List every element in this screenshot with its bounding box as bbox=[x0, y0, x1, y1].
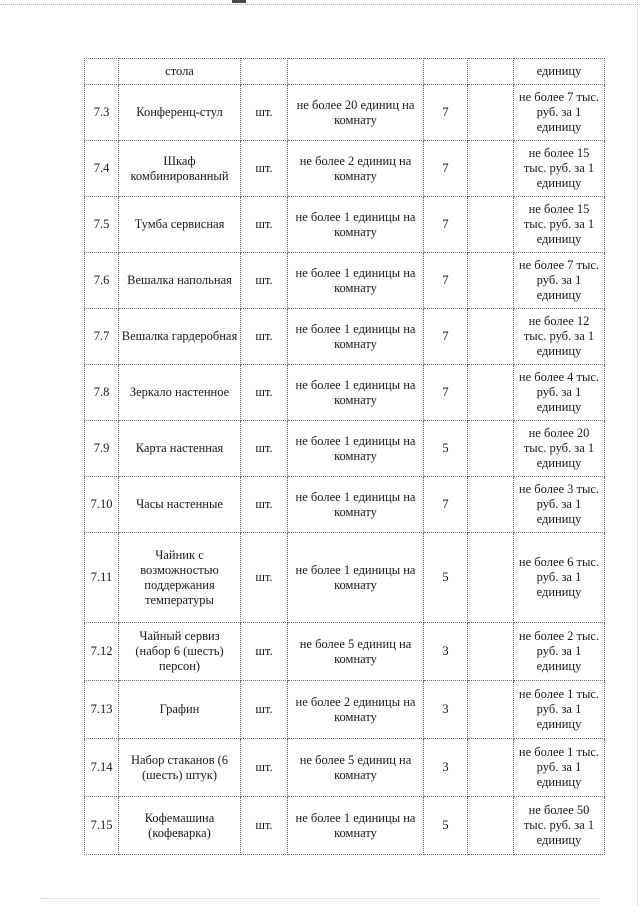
item-unit: шт. bbox=[241, 681, 288, 739]
item-unit: шт. bbox=[241, 533, 288, 623]
item-unit: шт. bbox=[241, 365, 288, 421]
item-price: не более 50 тыс. руб. за 1 единицу bbox=[514, 797, 605, 855]
item-name: Часы настенные bbox=[119, 477, 241, 533]
item-quantity: не более 5 единиц на комнату bbox=[288, 739, 424, 797]
item-number: 7.12 bbox=[85, 623, 119, 681]
item-name: Тумба сервисная bbox=[119, 197, 241, 253]
item-quantity bbox=[288, 59, 424, 85]
item-name: стола bbox=[119, 59, 241, 85]
item-price: не более 12 тыс. руб. за 1 единицу bbox=[514, 309, 605, 365]
item-unit: шт. bbox=[241, 253, 288, 309]
table-row bbox=[85, 365, 605, 421]
table-row bbox=[85, 421, 605, 477]
item-quantity: не более 1 единицы на комнату bbox=[288, 253, 424, 309]
table-row bbox=[85, 797, 605, 855]
item-blank bbox=[468, 253, 514, 309]
item-price: не более 1 тыс. руб. за 1 единицу bbox=[514, 739, 605, 797]
item-unit bbox=[241, 59, 288, 85]
item-price: не более 1 тыс. руб. за 1 единицу bbox=[514, 681, 605, 739]
item-quantity: не более 20 единиц на комнату bbox=[288, 85, 424, 141]
table-row bbox=[85, 197, 605, 253]
item-blank bbox=[468, 309, 514, 365]
item-quantity: не более 5 единиц на комнату bbox=[288, 623, 424, 681]
item-rooms: 7 bbox=[424, 309, 468, 365]
item-unit: шт. bbox=[241, 739, 288, 797]
item-number: 7.7 bbox=[85, 309, 119, 365]
item-quantity: не более 1 единицы на комнату bbox=[288, 533, 424, 623]
item-unit: шт. bbox=[241, 421, 288, 477]
item-name: Чайный сервиз (набор 6 (шесть) персон) bbox=[119, 623, 241, 681]
item-price: единицу bbox=[514, 59, 605, 85]
item-number: 7.14 bbox=[85, 739, 119, 797]
item-blank bbox=[468, 681, 514, 739]
item-name: Графин bbox=[119, 681, 241, 739]
item-price: не более 15 тыс. руб. за 1 единицу bbox=[514, 141, 605, 197]
item-blank bbox=[468, 533, 514, 623]
item-quantity: не более 1 единицы на комнату bbox=[288, 421, 424, 477]
table-row bbox=[85, 253, 605, 309]
item-quantity: не более 1 единицы на комнату bbox=[288, 309, 424, 365]
item-rooms: 7 bbox=[424, 365, 468, 421]
item-number: 7.6 bbox=[85, 253, 119, 309]
item-number: 7.8 bbox=[85, 365, 119, 421]
scan-bottom-edge bbox=[40, 898, 600, 899]
item-number: 7.15 bbox=[85, 797, 119, 855]
item-rooms: 7 bbox=[424, 197, 468, 253]
item-name: Кофемашина (кофеварка) bbox=[119, 797, 241, 855]
item-name: Зеркало настенное bbox=[119, 365, 241, 421]
table-row bbox=[85, 533, 605, 623]
item-blank bbox=[468, 797, 514, 855]
item-number bbox=[85, 59, 119, 85]
item-rooms: 3 bbox=[424, 739, 468, 797]
table-row bbox=[85, 85, 605, 141]
item-blank bbox=[468, 85, 514, 141]
item-quantity: не более 1 единицы на комнату bbox=[288, 797, 424, 855]
item-number: 7.3 bbox=[85, 85, 119, 141]
item-number: 7.10 bbox=[85, 477, 119, 533]
item-rooms: 7 bbox=[424, 477, 468, 533]
item-blank bbox=[468, 477, 514, 533]
item-unit: шт. bbox=[241, 623, 288, 681]
item-price: не более 15 тыс. руб. за 1 единицу bbox=[514, 197, 605, 253]
item-rooms: 7 bbox=[424, 85, 468, 141]
item-rooms: 5 bbox=[424, 533, 468, 623]
item-rooms bbox=[424, 59, 468, 85]
item-blank bbox=[468, 59, 514, 85]
item-price: не более 3 тыс. руб. за 1 единицу bbox=[514, 477, 605, 533]
item-unit: шт. bbox=[241, 197, 288, 253]
table-row bbox=[85, 59, 605, 85]
scan-top-edge bbox=[0, 0, 640, 5]
item-number: 7.9 bbox=[85, 421, 119, 477]
item-blank bbox=[468, 141, 514, 197]
item-rooms: 5 bbox=[424, 421, 468, 477]
item-unit: шт. bbox=[241, 141, 288, 197]
item-rooms: 3 bbox=[424, 681, 468, 739]
table-row bbox=[85, 141, 605, 197]
item-price: не более 20 тыс. руб. за 1 единицу bbox=[514, 421, 605, 477]
equipment-spec-table bbox=[84, 58, 605, 855]
item-name: Чайник с возможностью поддержания температуры bbox=[119, 533, 241, 623]
item-blank bbox=[468, 365, 514, 421]
item-name: Карта настенная bbox=[119, 421, 241, 477]
item-blank bbox=[468, 623, 514, 681]
table-row bbox=[85, 477, 605, 533]
item-price: не более 7 тыс. руб. за 1 единицу bbox=[514, 85, 605, 141]
item-blank bbox=[468, 421, 514, 477]
item-name: Шкаф комбинированный bbox=[119, 141, 241, 197]
item-quantity: не более 1 единицы на комнату bbox=[288, 477, 424, 533]
item-quantity: не более 1 единицы на комнату bbox=[288, 197, 424, 253]
item-name: Вешалка гардеробная bbox=[119, 309, 241, 365]
item-rooms: 3 bbox=[424, 623, 468, 681]
item-name: Набор стаканов (6 (шесть) штук) bbox=[119, 739, 241, 797]
item-price: не более 4 тыс. руб. за 1 единицу bbox=[514, 365, 605, 421]
item-price: не более 2 тыс. руб. за 1 единицу bbox=[514, 623, 605, 681]
item-name: Конференц-стул bbox=[119, 85, 241, 141]
item-blank bbox=[468, 197, 514, 253]
item-price: не более 7 тыс. руб. за 1 единицу bbox=[514, 253, 605, 309]
table-row bbox=[85, 309, 605, 365]
table-row bbox=[85, 681, 605, 739]
item-quantity: не более 1 единицы на комнату bbox=[288, 365, 424, 421]
scan-mark bbox=[232, 0, 246, 3]
item-number: 7.5 bbox=[85, 197, 119, 253]
item-quantity: не более 2 единицы на комнату bbox=[288, 681, 424, 739]
item-rooms: 7 bbox=[424, 141, 468, 197]
item-price: не более 6 тыс. руб. за 1 единицу bbox=[514, 533, 605, 623]
item-quantity: не более 2 единиц на комнату bbox=[288, 141, 424, 197]
item-name: Вешалка напольная bbox=[119, 253, 241, 309]
table-row bbox=[85, 623, 605, 681]
item-unit: шт. bbox=[241, 797, 288, 855]
item-unit: шт. bbox=[241, 85, 288, 141]
item-number: 7.11 bbox=[85, 533, 119, 623]
item-number: 7.13 bbox=[85, 681, 119, 739]
table-row bbox=[85, 739, 605, 797]
item-unit: шт. bbox=[241, 477, 288, 533]
item-rooms: 7 bbox=[424, 253, 468, 309]
item-rooms: 5 bbox=[424, 797, 468, 855]
item-blank bbox=[468, 739, 514, 797]
item-unit: шт. bbox=[241, 309, 288, 365]
item-number: 7.4 bbox=[85, 141, 119, 197]
